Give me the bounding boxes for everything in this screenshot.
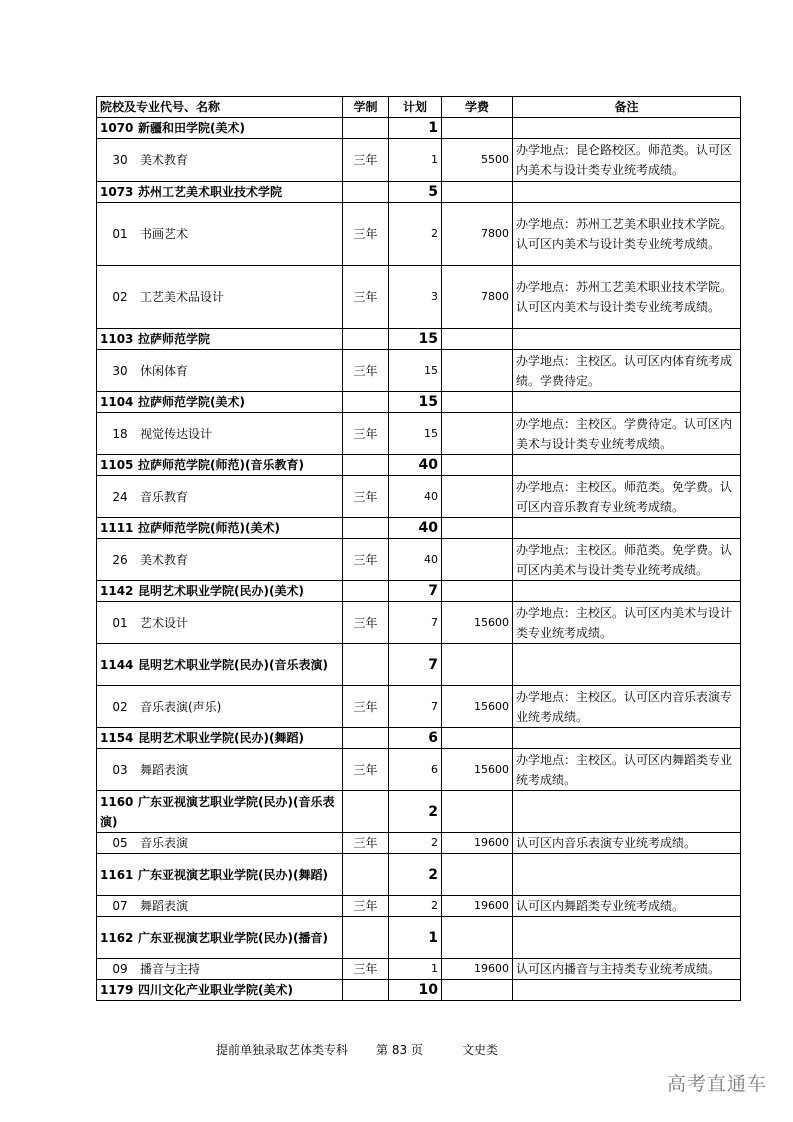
major-plan: 40 xyxy=(389,539,442,581)
school-length-cell xyxy=(343,518,389,539)
school-length-cell xyxy=(343,182,389,203)
major-name-cell xyxy=(97,266,343,329)
school-name-cell xyxy=(97,581,343,602)
school-fee-cell xyxy=(442,392,513,413)
school-row xyxy=(97,917,741,959)
major-code: 03 xyxy=(112,762,128,777)
school-length-cell xyxy=(343,455,389,476)
school-fee-cell xyxy=(442,854,513,896)
school-name-cell xyxy=(97,980,343,1001)
school-plan: 40 xyxy=(389,518,442,539)
major-fee xyxy=(442,476,513,518)
school-plan: 7 xyxy=(389,581,442,602)
school-code: 1103 xyxy=(100,332,134,346)
school-fee-cell xyxy=(442,581,513,602)
major-length: 三年 xyxy=(343,602,389,644)
school-note-cell xyxy=(513,118,741,139)
school-code: 1162 xyxy=(100,930,134,945)
school-fee-cell xyxy=(442,644,513,686)
school-fee-cell xyxy=(442,329,513,350)
major-note: 办学地点：苏州工艺美术职业技术学院。认可区内美术与设计类专业统考成绩。 xyxy=(513,266,741,329)
major-code: 01 xyxy=(112,615,128,630)
school-note-cell xyxy=(513,392,741,413)
school-plan: 40 xyxy=(389,455,442,476)
major-row xyxy=(97,896,741,917)
major-note: 办学地点：主校区。学费待定。认可区内美术与设计类专业统考成绩。 xyxy=(513,413,741,455)
school-row xyxy=(97,581,741,602)
school-note-cell xyxy=(513,644,741,686)
major-fee: 7800 xyxy=(442,266,513,329)
school-note-cell xyxy=(513,455,741,476)
school-row xyxy=(97,118,741,139)
major-name-cell xyxy=(97,203,343,266)
school-plan: 5 xyxy=(389,182,442,203)
school-fee-cell xyxy=(442,917,513,959)
school-plan: 1 xyxy=(389,118,442,139)
major-plan: 40 xyxy=(389,476,442,518)
major-plan: 15 xyxy=(389,413,442,455)
school-note-cell xyxy=(513,182,741,203)
school-row xyxy=(97,728,741,749)
school-code: 1070 xyxy=(100,121,134,135)
school-name-cell xyxy=(97,118,343,139)
major-plan: 2 xyxy=(389,833,442,854)
major-fee: 19600 xyxy=(442,959,513,980)
major-plan: 1 xyxy=(389,959,442,980)
header-fee: 学费 xyxy=(442,97,513,118)
major-name: 音乐教育 xyxy=(140,489,189,504)
major-row xyxy=(97,266,741,329)
major-name-cell xyxy=(97,749,343,791)
school-note-cell xyxy=(513,854,741,896)
major-plan: 7 xyxy=(389,602,442,644)
major-code: 26 xyxy=(112,552,128,567)
school-length-cell xyxy=(343,392,389,413)
footer-page-number: 第 83 页 xyxy=(376,1043,423,1057)
school-fee-cell xyxy=(442,980,513,1001)
major-length: 三年 xyxy=(343,749,389,791)
school-row xyxy=(97,980,741,1001)
school-fee-cell xyxy=(442,455,513,476)
school-length-cell xyxy=(343,644,389,686)
major-length: 三年 xyxy=(343,959,389,980)
major-plan: 2 xyxy=(389,203,442,266)
school-fee-cell xyxy=(442,118,513,139)
school-row xyxy=(97,392,741,413)
school-code: 1104 xyxy=(100,395,134,409)
school-row xyxy=(97,329,741,350)
major-code: 02 xyxy=(112,290,128,304)
school-name-cell xyxy=(97,392,343,413)
major-length: 三年 xyxy=(343,266,389,329)
school-name-cell xyxy=(97,854,343,896)
school-length-cell xyxy=(343,917,389,959)
major-note: 认可区内舞蹈类专业统考成绩。 xyxy=(513,896,741,917)
school-name: 昆明艺术职业学院(民办)(舞蹈) xyxy=(138,731,304,745)
major-note: 办学地点：主校区。认可区内舞蹈类专业统考成绩。 xyxy=(513,749,741,791)
major-name-cell xyxy=(97,959,343,980)
major-name: 舞蹈表演 xyxy=(140,899,189,913)
major-fee: 15600 xyxy=(442,602,513,644)
major-row xyxy=(97,602,741,644)
major-length: 三年 xyxy=(343,413,389,455)
major-row xyxy=(97,413,741,455)
school-code: 1105 xyxy=(100,458,134,472)
major-fee: 19600 xyxy=(442,896,513,917)
school-code: 1160 xyxy=(100,794,134,809)
major-row xyxy=(97,539,741,581)
major-note: 办学地点：主校区。认可区内音乐表演专业统考成绩。 xyxy=(513,686,741,728)
major-code: 24 xyxy=(112,489,128,504)
major-row xyxy=(97,686,741,728)
school-plan: 1 xyxy=(389,917,442,959)
school-note-cell xyxy=(513,329,741,350)
school-name: 拉萨师范学院(师范)(音乐教育) xyxy=(138,458,304,472)
major-name-cell xyxy=(97,896,343,917)
major-name-cell xyxy=(97,476,343,518)
school-plan: 7 xyxy=(389,644,442,686)
major-note: 办学地点：主校区。师范类。免学费。认可区内音乐教育专业统考成绩。 xyxy=(513,476,741,518)
major-row xyxy=(97,203,741,266)
major-note: 办学地点：苏州工艺美术职业技术学院。认可区内美术与设计类专业统考成绩。 xyxy=(513,203,741,266)
school-note-cell xyxy=(513,518,741,539)
school-plan: 15 xyxy=(389,392,442,413)
major-note: 办学地点：主校区。认可区内体育统考成绩。学费待定。 xyxy=(513,350,741,392)
admission-plan-table xyxy=(96,96,741,1001)
major-name: 书画艺术 xyxy=(140,227,189,241)
major-fee: 15600 xyxy=(442,749,513,791)
school-name: 新疆和田学院(美术) xyxy=(138,121,245,135)
school-name: 广东亚视演艺职业学院(民办)(播音) xyxy=(138,930,328,945)
table-header-row xyxy=(97,97,741,118)
school-name-cell xyxy=(97,728,343,749)
school-plan: 15 xyxy=(389,329,442,350)
major-plan: 2 xyxy=(389,896,442,917)
major-row xyxy=(97,833,741,854)
school-length-cell xyxy=(343,581,389,602)
school-length-cell xyxy=(343,728,389,749)
major-name: 音乐表演(声乐) xyxy=(140,699,222,714)
major-name-cell xyxy=(97,139,343,182)
school-name: 拉萨师范学院(师范)(美术) xyxy=(138,521,280,535)
major-fee xyxy=(442,350,513,392)
major-length: 三年 xyxy=(343,833,389,854)
major-row xyxy=(97,350,741,392)
major-fee: 5500 xyxy=(442,139,513,182)
major-name-cell xyxy=(97,686,343,728)
school-code: 1154 xyxy=(100,731,134,745)
major-fee: 15600 xyxy=(442,686,513,728)
major-code: 30 xyxy=(112,153,128,167)
major-note: 办学地点：昆仑路校区。师范类。认可区内美术与设计类专业统考成绩。 xyxy=(513,139,741,182)
school-name: 广东亚视演艺职业学院(民办)(舞蹈) xyxy=(138,867,328,882)
major-name-cell xyxy=(97,539,343,581)
major-note: 认可区内播音与主持类专业统考成绩。 xyxy=(513,959,741,980)
major-code: 09 xyxy=(112,962,128,976)
school-name-cell xyxy=(97,329,343,350)
school-name-cell xyxy=(97,791,343,833)
major-row xyxy=(97,139,741,182)
school-code: 1073 xyxy=(100,185,134,199)
major-row xyxy=(97,749,741,791)
major-note: 办学地点：主校区。师范类。免学费。认可区内美术与设计类专业统考成绩。 xyxy=(513,539,741,581)
school-name: 四川文化产业职业学院(美术) xyxy=(138,983,293,997)
major-row xyxy=(97,959,741,980)
major-length: 三年 xyxy=(343,476,389,518)
major-fee: 19600 xyxy=(442,833,513,854)
school-name-cell xyxy=(97,644,343,686)
major-name-cell xyxy=(97,833,343,854)
major-note: 认可区内音乐表演专业统考成绩。 xyxy=(513,833,741,854)
school-note-cell xyxy=(513,791,741,833)
school-row xyxy=(97,455,741,476)
school-note-cell xyxy=(513,980,741,1001)
major-length: 三年 xyxy=(343,203,389,266)
school-name-cell xyxy=(97,182,343,203)
school-name-cell xyxy=(97,518,343,539)
school-name-cell xyxy=(97,455,343,476)
major-code: 18 xyxy=(112,426,128,441)
major-name: 艺术设计 xyxy=(140,615,189,630)
major-name: 播音与主持 xyxy=(140,962,201,976)
school-row xyxy=(97,182,741,203)
major-name: 美术教育 xyxy=(140,552,189,567)
major-code: 01 xyxy=(112,227,128,241)
school-row xyxy=(97,791,741,833)
header-length: 学制 xyxy=(343,97,389,118)
major-code: 30 xyxy=(112,363,128,378)
major-name: 休闲体育 xyxy=(140,363,189,378)
school-name: 苏州工艺美术职业技术学院 xyxy=(138,185,283,199)
school-plan: 2 xyxy=(389,854,442,896)
major-plan: 7 xyxy=(389,686,442,728)
major-name: 舞蹈表演 xyxy=(140,762,189,777)
major-fee: 7800 xyxy=(442,203,513,266)
major-name: 音乐表演 xyxy=(140,836,189,850)
major-plan: 3 xyxy=(389,266,442,329)
school-row xyxy=(97,644,741,686)
major-length: 三年 xyxy=(343,896,389,917)
major-length: 三年 xyxy=(343,139,389,182)
header-name: 院校及专业代号、名称 xyxy=(97,97,343,118)
school-row xyxy=(97,854,741,896)
header-plan: 计划 xyxy=(389,97,442,118)
school-name: 拉萨师范学院 xyxy=(138,332,211,346)
school-code: 1179 xyxy=(100,983,134,997)
major-name-cell xyxy=(97,350,343,392)
school-length-cell xyxy=(343,791,389,833)
major-name-cell xyxy=(97,602,343,644)
major-fee xyxy=(442,413,513,455)
school-name-cell xyxy=(97,917,343,959)
major-name: 视觉传达设计 xyxy=(140,426,213,441)
school-code: 1144 xyxy=(100,657,134,672)
school-length-cell xyxy=(343,854,389,896)
school-code: 1161 xyxy=(100,867,134,882)
header-note: 备注 xyxy=(513,97,741,118)
school-note-cell xyxy=(513,917,741,959)
school-length-cell xyxy=(343,980,389,1001)
school-note-cell xyxy=(513,581,741,602)
major-plan: 15 xyxy=(389,350,442,392)
school-row xyxy=(97,518,741,539)
footer-track: 文史类 xyxy=(462,1043,499,1057)
school-plan: 10 xyxy=(389,980,442,1001)
major-length: 三年 xyxy=(343,350,389,392)
school-note-cell xyxy=(513,728,741,749)
school-name: 昆明艺术职业学院(民办)(美术) xyxy=(138,584,304,598)
major-name: 工艺美术品设计 xyxy=(140,290,225,304)
school-name: 拉萨师范学院(美术) xyxy=(138,395,245,409)
footer-category: 提前单独录取艺体类专科 xyxy=(216,1043,349,1057)
school-length-cell xyxy=(343,329,389,350)
watermark-logo-text: 高考直通车 xyxy=(666,1073,767,1095)
school-fee-cell xyxy=(442,728,513,749)
major-name: 美术教育 xyxy=(140,153,189,167)
school-name: 昆明艺术职业学院(民办)(音乐表演) xyxy=(138,657,328,672)
major-name-cell xyxy=(97,413,343,455)
major-code: 05 xyxy=(112,836,128,850)
school-plan: 6 xyxy=(389,728,442,749)
school-length-cell xyxy=(343,118,389,139)
school-fee-cell xyxy=(442,518,513,539)
school-code: 1111 xyxy=(100,521,134,535)
school-fee-cell xyxy=(442,182,513,203)
school-fee-cell xyxy=(442,791,513,833)
major-note: 办学地点：主校区。认可区内美术与设计类专业统考成绩。 xyxy=(513,602,741,644)
major-plan: 6 xyxy=(389,749,442,791)
school-plan: 2 xyxy=(389,791,442,833)
major-plan: 1 xyxy=(389,139,442,182)
school-name: 广东亚视演艺职业学院(民办)(音乐表演) xyxy=(100,794,335,829)
school-code: 1142 xyxy=(100,584,134,598)
major-code: 02 xyxy=(112,699,128,714)
major-code: 07 xyxy=(112,899,128,913)
major-length: 三年 xyxy=(343,539,389,581)
major-length: 三年 xyxy=(343,686,389,728)
major-row xyxy=(97,476,741,518)
major-fee xyxy=(442,539,513,581)
